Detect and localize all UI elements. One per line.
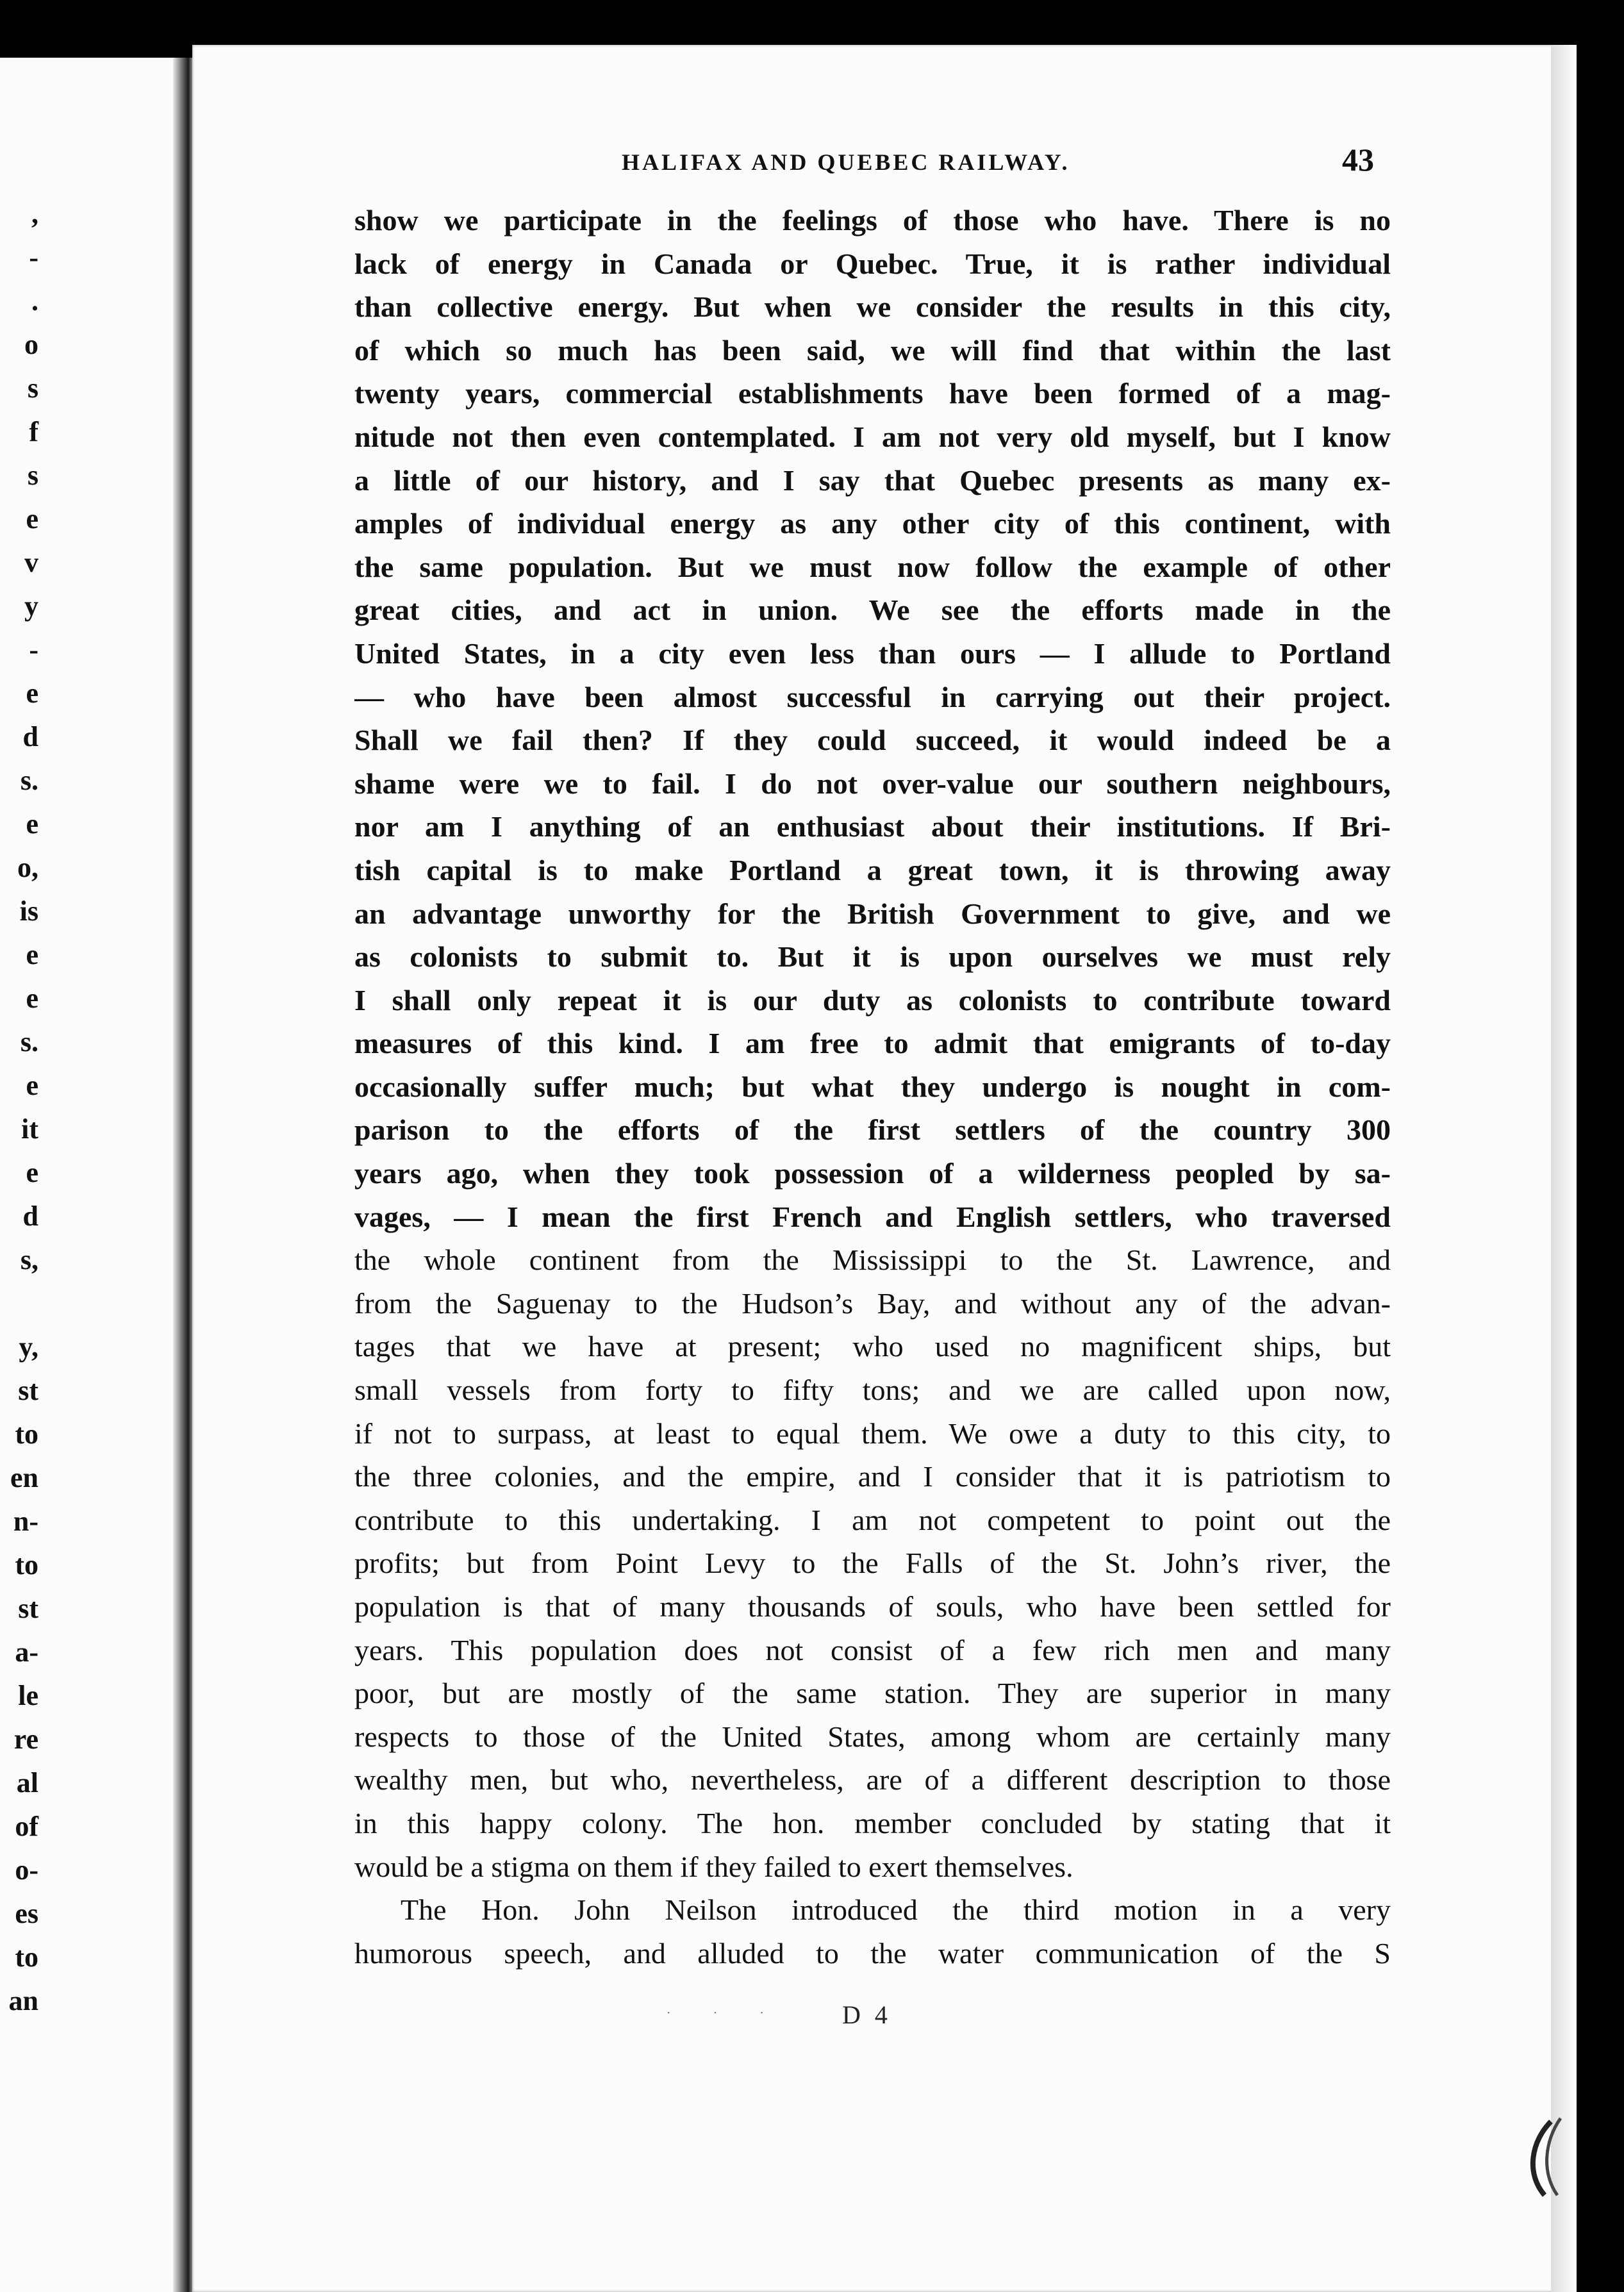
- facing-page-fragment: al: [16, 1767, 38, 1798]
- text-line: from the Saguenay to the Hudson’s Bay, and without any of the advan-: [354, 1286, 1391, 1320]
- facing-page-fragment: v: [24, 547, 38, 578]
- text-line: great cities, and act in union. We see the efforts made in the: [354, 594, 1391, 627]
- facing-page-fragment: .: [31, 285, 38, 317]
- facing-page-fragment: an: [8, 1985, 38, 2016]
- running-head: HALIFAX AND QUEBEC RAILWAY.: [622, 149, 1070, 175]
- text-line: years ago, when they took possession of a wilderness peopled by sa-: [354, 1157, 1391, 1190]
- text-line: as colonists to submit to. But it is upon ourselves we must rely: [354, 940, 1391, 974]
- facing-page-fragment: f: [29, 416, 38, 447]
- facing-page-fragment: s,: [20, 1244, 38, 1275]
- text-line: small vessels from forty to fifty tons; and we are called upon now,: [354, 1374, 1391, 1407]
- facing-page-fragment: s.: [20, 765, 38, 796]
- page-edge: [1551, 45, 1577, 2292]
- text-line: respects to those of the United States, among whom are certainly many: [354, 1720, 1391, 1753]
- text-line: nor am I anything of an enthusiast about their institutions. If Bri-: [354, 810, 1391, 843]
- facing-page-fragment: s.: [20, 1026, 38, 1058]
- text-line: The Hon. John Neilson introduced the third motion in a very: [401, 1893, 1391, 1927]
- book-gutter: [173, 58, 195, 2292]
- text-line: nitude not then even contemplated. I am not very old myself, but I know: [354, 420, 1391, 453]
- body-text: [354, 199, 1391, 1975]
- text-line: twenty years, commercial establishments have been formed of a mag-: [354, 377, 1391, 410]
- text-line: parison to the efforts of the first settlers of the country 300: [354, 1113, 1391, 1147]
- text-line: shame were we to fail. I do not over-value our southern neighbours,: [354, 767, 1391, 800]
- facing-page-text-fragments: [0, 192, 38, 2023]
- text-line: contribute to this undertaking. I am not competent to point out the: [354, 1503, 1391, 1536]
- facing-page-fragment: y: [24, 590, 38, 622]
- text-line: lack of energy in Canada or Quebec. True, it is rather individual: [354, 247, 1391, 280]
- facing-page-fragment: e: [26, 1157, 38, 1188]
- text-line: of which so much has been said, we will find that within the last: [354, 333, 1391, 367]
- text-line: would be a stigma on them if they failed to exert themselves.: [354, 1850, 1073, 1883]
- text-line: a little of our history, and I say that Quebec presents as many ex-: [354, 463, 1391, 497]
- facing-page-fragment: e: [26, 1070, 38, 1101]
- text-line: I shall only repeat it is our duty as colonists to contribute toward: [354, 983, 1391, 1017]
- facing-page-fragment: le: [18, 1680, 38, 1711]
- text-line: poor, but are mostly of the same station. They are superior in many: [354, 1677, 1391, 1710]
- text-line: years. This population does not consist of a few rich men and many: [354, 1633, 1391, 1666]
- signature-mark: D 4: [842, 2000, 891, 2029]
- facing-page-fragment: o: [24, 329, 38, 360]
- text-line: United States, in a city even less than ours — I allude to Portland: [354, 636, 1391, 670]
- facing-page-fragment: to: [15, 1418, 38, 1450]
- facing-page-fragment: e: [26, 677, 38, 709]
- facing-page-fragment: st: [18, 1375, 38, 1406]
- text-line: vages, — I mean the first French and English settlers, who traversed: [354, 1200, 1391, 1233]
- text-line: — who have been almost successful in carrying out their project.: [354, 680, 1391, 713]
- facing-page-fragment: re: [13, 1723, 38, 1755]
- facing-page-fragment: o-: [15, 1854, 38, 1886]
- facing-page-fragment: st: [18, 1593, 38, 1624]
- text-line: the same population. But we must now follow the example of other: [354, 550, 1391, 583]
- text-line: wealthy men, but who, nevertheless, are of a different description to those: [354, 1763, 1391, 1797]
- facing-page-fragment: o,: [17, 852, 38, 883]
- ink-specks: · · ·: [667, 2005, 783, 2020]
- text-line: the three colonies, and the empire, and I consider that it is patriotism to: [354, 1460, 1391, 1493]
- text-line: measures of this kind. I am free to admit that emigrants of to-day: [354, 1027, 1391, 1060]
- facing-page-fragment: to: [15, 1941, 38, 1973]
- text-line: than collective energy. But when we consider the results in this city,: [354, 290, 1391, 324]
- facing-page-fragment: es: [15, 1898, 38, 1929]
- facing-page-fragment: y,: [19, 1331, 38, 1363]
- text-line: an advantage unworthy for the British Government to give, and we: [354, 897, 1391, 930]
- facing-page-fragment: s: [27, 372, 38, 404]
- facing-page-fragment: is: [19, 895, 38, 927]
- text-line: the whole continent from the Mississippi to the St. Lawrence, and: [354, 1243, 1391, 1277]
- page-number: 43: [1342, 142, 1374, 178]
- text-line: in this happy colony. The hon. member concluded by stating that it: [354, 1806, 1391, 1839]
- text-line: tish capital is to make Portland a great town, it is throwing away: [354, 853, 1391, 886]
- facing-page-fragment: e: [26, 808, 38, 840]
- facing-page-fragment: n-: [13, 1506, 38, 1537]
- text-line: tages that we have at present; who used no magnificent ships, but: [354, 1330, 1391, 1363]
- text-line: amples of individual energy as any other city of this continent, with: [354, 507, 1391, 540]
- facing-page-fragment: en: [10, 1462, 38, 1493]
- facing-page-fragment: of: [15, 1811, 38, 1842]
- text-line: humorous speech, and alluded to the water communication of the S: [354, 1936, 1391, 1970]
- facing-page-fragment: e: [26, 983, 38, 1014]
- facing-page-fragment: e: [26, 939, 38, 970]
- facing-page-fragment: [0, 1282, 38, 1325]
- facing-page-fragment: d: [22, 721, 38, 752]
- facing-page-fragment: -: [29, 634, 38, 665]
- text-line: occasionally suffer much; but what they undergo is nought in com-: [354, 1070, 1391, 1103]
- facing-page-fragment: a-: [15, 1636, 38, 1668]
- facing-page-fragment: d: [22, 1200, 38, 1232]
- page-corner-curl: [1525, 2115, 1564, 2198]
- facing-page-fragment: s: [27, 460, 38, 491]
- text-line: Shall we fail then? If they could succeed, it would indeed be a: [354, 724, 1391, 757]
- facing-page-fragment: to: [15, 1549, 38, 1581]
- facing-page-fragment: ,: [31, 198, 38, 229]
- facing-page-fragment: e: [26, 503, 38, 535]
- facing-page-fragment: it: [21, 1113, 38, 1145]
- text-line: profits; but from Point Levy to the Falls of the St. John’s river, the: [354, 1547, 1391, 1580]
- text-line: if not to surpass, at least to equal them. We owe a duty to this city, to: [354, 1416, 1391, 1450]
- facing-page-fragment: -: [29, 242, 38, 273]
- text-line: show we participate in the feelings of those who have. There is no: [354, 204, 1391, 237]
- text-line: population is that of many thousands of souls, who have been settled for: [354, 1590, 1391, 1623]
